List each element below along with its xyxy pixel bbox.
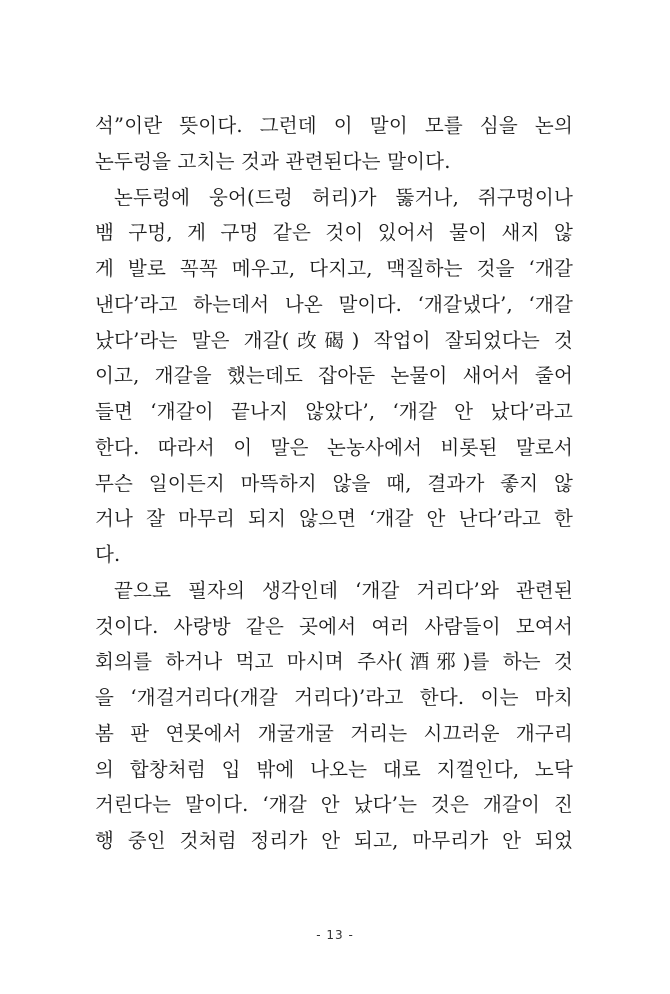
text-line: 석”이란 뜻이다. 그런데 이 말이 모를 심을 논의 xyxy=(95,114,573,137)
text-line: 논두렁에 웅어(드렁 허리)가 뚫거나, 쥐구멍이나 xyxy=(114,185,573,209)
text-line: 회의를 하거나 먹고 마시며 주사(酒邪)를 하는 것 xyxy=(95,650,573,674)
text-line: 들면 ‘개갈이 끝나지 않았다’, ‘개갈 안 났다’라고 xyxy=(95,400,573,423)
page-number: - 13 - xyxy=(316,928,354,942)
paragraph-1 xyxy=(95,108,573,180)
paragraph-3 xyxy=(95,573,573,859)
text-line: 무슨 일이든지 마뜩하지 않을 때, 결과가 좋지 않 xyxy=(95,471,573,495)
text-line: 한다. 따라서 이 말은 논농사에서 비롯된 말로서 xyxy=(95,435,573,459)
text-line: 끝으로 필자의 생각인데 ‘개갈 거리다’와 관련된 xyxy=(114,578,573,602)
text-line: 뱀 구멍, 게 구멍 같은 것이 있어서 물이 새지 않 xyxy=(95,221,573,245)
text-line: 거나 잘 마무리 되지 않으면 ‘개갈 안 난다’라고 한 xyxy=(95,507,573,531)
text-line: 났다’라는 말은 개갈(改碣) 작업이 잘되었다는 것 xyxy=(95,328,573,352)
text-line: 행 중인 것처럼 정리가 안 되고, 마무리가 안 되었 xyxy=(95,829,573,852)
text-line: 낸다’라고 하는데서 나온 말이다. ‘개갈냈다’, ‘개갈 xyxy=(95,292,573,316)
text-line: 봄 판 연못에서 개굴개굴 거리는 시끄러운 개구리 xyxy=(95,721,573,745)
text-line: 논두렁을 고치는 것과 관련된다는 말이다. xyxy=(95,149,451,173)
text-line: 게 발로 꼭꼭 메우고, 다지고, 맥질하는 것을 ‘개갈 xyxy=(95,257,573,280)
text-line: 의 합창처럼 입 밖에 나오는 대로 지껄인다, 노닥 xyxy=(95,757,573,781)
paragraph-2 xyxy=(95,180,573,573)
text-line: 이고, 개갈을 했는데도 잡아둔 논물이 새어서 줄어 xyxy=(95,364,573,388)
text-line: 것이다. 사랑방 같은 곳에서 여러 사람들이 모여서 xyxy=(95,614,573,638)
text-line: 거린다는 말이다. ‘개갈 안 났다’는 것은 개갈이 진 xyxy=(95,793,573,817)
text-line: 다. xyxy=(95,543,121,566)
text-line: 을 ‘개걸거리다(개갈 거리다)’라고 한다. 이는 마치 xyxy=(95,686,573,709)
document-page-body xyxy=(95,108,573,859)
